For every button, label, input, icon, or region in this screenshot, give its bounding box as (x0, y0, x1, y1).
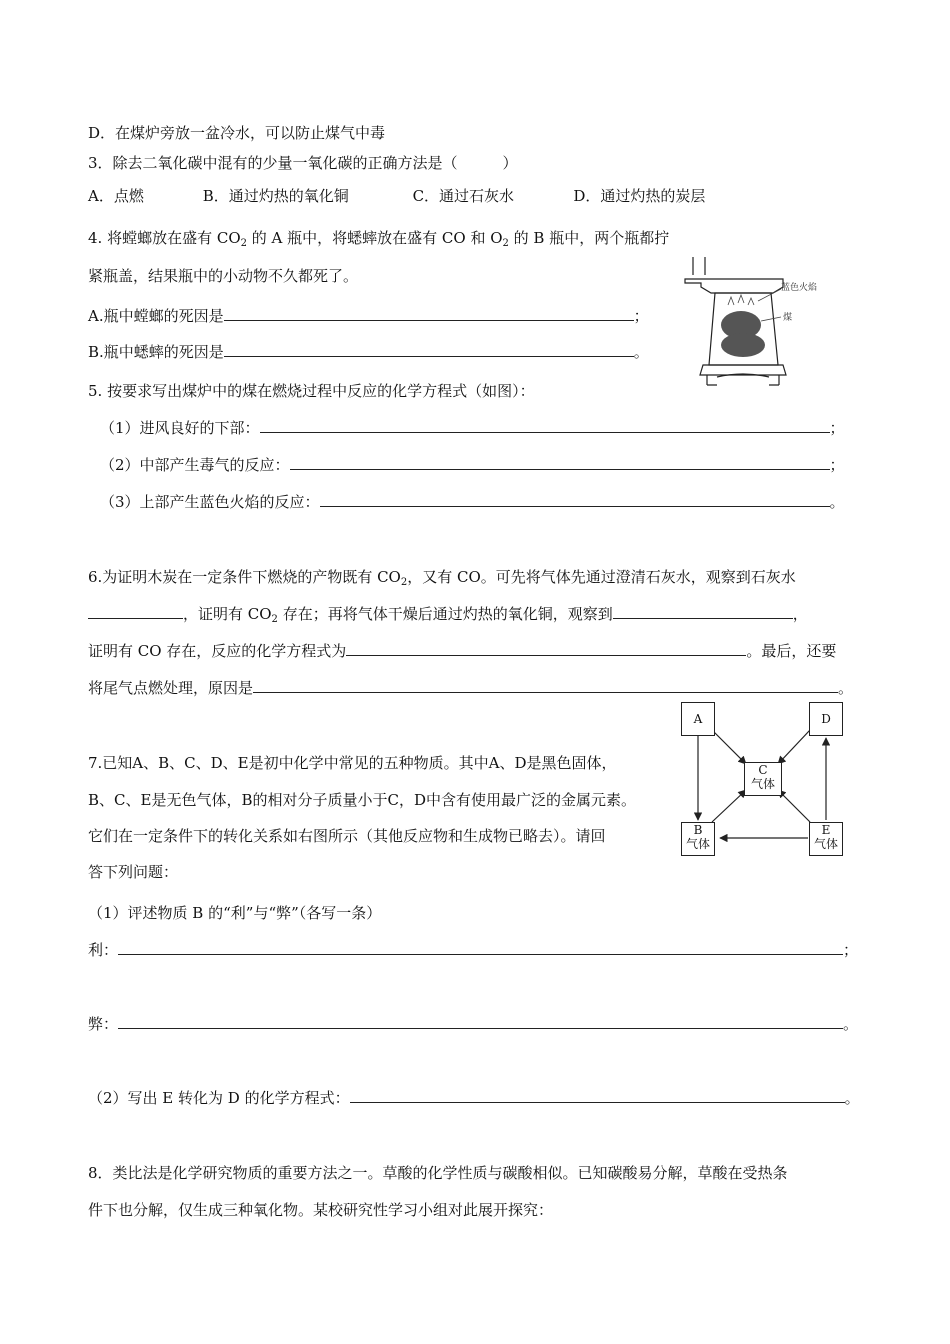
q7-li (88, 940, 858, 960)
coal-label: 煤 (783, 313, 793, 323)
punct: ； (843, 941, 859, 959)
node-d: D (809, 702, 843, 736)
answer-blank[interactable] (118, 940, 843, 955)
q2-option-d: D．在煤炉旁放一盆冷水，可以防止煤气中毒 (88, 124, 386, 142)
q5-part-1 (100, 418, 845, 438)
q6-line-1 (88, 567, 796, 587)
answer-blank[interactable] (346, 641, 746, 656)
q6-line-4 (88, 678, 853, 698)
arrow-a-to-c (712, 730, 746, 764)
q6-text: 将尾气点燃处理，原因是 (88, 679, 254, 697)
punct: 。 (843, 1015, 859, 1033)
subscript: 2 (240, 238, 247, 249)
q7-part-2 (88, 1088, 860, 1108)
q4-stem (88, 228, 669, 248)
q6-text: 存在；再将气体干燥后通过灼热的氧化铜，观察到 (277, 605, 613, 623)
punct: ， (792, 605, 808, 623)
q3-option-d: D．通过灼热的炭层 (573, 187, 706, 205)
punct: 。 (838, 679, 854, 697)
answer-blank[interactable] (118, 1014, 843, 1029)
answer-blank[interactable] (224, 306, 634, 321)
q5-part-2 (100, 455, 845, 475)
q4-stem-part: 的 B 瓶中，两个瓶都拧 (508, 229, 670, 247)
answer-blank[interactable] (253, 678, 838, 693)
flame-icon (728, 295, 754, 305)
arrow-d-to-c (778, 730, 810, 764)
q6-text: ，证明有 CO (183, 605, 272, 623)
flame-label: 蓝色火焰 (781, 283, 818, 293)
q7-bi (88, 1014, 858, 1034)
q6-line-3 (88, 641, 836, 661)
q3-option-b: B．通过灼热的氧化铜 (202, 187, 349, 205)
node-e-label: E (821, 823, 831, 837)
q5-p1-label: （1）进风良好的下部： (100, 419, 260, 437)
q7-line-4: 答下列问题： (88, 863, 179, 881)
answer-blank[interactable] (224, 342, 634, 357)
q3-option-c: C．通过石灰水 (412, 187, 515, 205)
q4-b-label: B.瓶中蟋蟀的死因是 (88, 343, 224, 361)
answer-blank[interactable] (350, 1088, 845, 1103)
punct: 。 (829, 493, 845, 511)
q6-line-2 (88, 604, 808, 624)
q3-stem: 3．除去二氧化碳中混有的少量一氧化碳的正确方法是（ ） (88, 154, 518, 172)
coal-stove-figure (683, 253, 818, 393)
q7-line-1: 7.已知A、B、C、D、E是初中化学中常见的五种物质。其中A、D是黑色固体， (88, 754, 617, 772)
subscript: 2 (400, 577, 408, 588)
punct: ； (633, 307, 649, 325)
q7-line-3: 它们在一定条件下的转化关系如右图所示（其他反应物和生成物已略去）。请回 (88, 827, 606, 845)
node-b-label: B (693, 823, 703, 837)
q7-line-2: B、C、E是无色气体，B的相对分子质量小于C，D中含有使用最广泛的金属元素。 (88, 791, 636, 809)
node-b (681, 822, 715, 856)
q4-answer-b (88, 342, 649, 362)
q7-part-1: （1）评述物质 B 的“利”与“弊”（各写一条） (88, 904, 382, 922)
answer-blank[interactable] (290, 455, 830, 470)
q5-p3-label: （3）上部产生蓝色火焰的反应： (100, 493, 320, 511)
q4-stem-part: 的 A 瓶中，将蟋蟀放在盛有 CO 和 O (247, 229, 503, 247)
node-c (744, 762, 782, 796)
q3-options (88, 186, 705, 206)
answer-blank[interactable] (320, 492, 830, 507)
answer-blank[interactable] (613, 604, 793, 619)
q7-p2-label: （2）写出 E 转化为 D 的化学方程式： (88, 1089, 350, 1107)
q3-option-a: A．点燃 (88, 187, 144, 205)
punct: ； (829, 456, 845, 474)
q4-a-label: A.瓶中螳螂的死因是 (88, 307, 224, 325)
q6-text: 证明有 CO 存在，反应的化学方程式为 (88, 642, 347, 660)
q6-text: 。最后，还要 (746, 642, 837, 660)
punct: ； (829, 419, 845, 437)
node-e-sub: 气体 (813, 837, 838, 851)
subscript: 2 (502, 238, 509, 249)
arrow-e-to-c (778, 790, 810, 822)
node-a: A (681, 702, 715, 736)
q5-p2-label: （2）中部产生毒气的反应： (100, 456, 290, 474)
q6-text: ，又有 CO。可先将气体先通过澄清石灰水，观察到石灰水 (407, 568, 796, 586)
node-b-sub: 气体 (685, 837, 710, 851)
q7-bi-label: 弊： (88, 1015, 119, 1033)
arrow-b-to-c (712, 790, 746, 822)
answer-blank[interactable] (260, 418, 830, 433)
answer-blank[interactable] (88, 604, 183, 619)
q4-stem-2: 紧瓶盖，结果瓶中的小动物不久都死了。 (88, 267, 359, 285)
q5-stem: 5. 按要求写出煤炉中的煤在燃烧过程中反应的化学方程式（如图）： (88, 382, 535, 400)
q5-part-3 (100, 492, 845, 512)
punct: 。 (633, 343, 649, 361)
q4-answer-a (88, 306, 649, 326)
punct: 。 (844, 1089, 860, 1107)
q7-li-label: 利： (88, 941, 119, 959)
node-c-sub: 气体 (750, 777, 775, 791)
q6-text: 6.为证明木炭在一定条件下燃烧的产物既有 CO (88, 568, 401, 586)
q8-line-2: 件下也分解，仅生成三种氧化物。某校研究性学习小组对此展开探究： (88, 1201, 554, 1219)
q4-stem-part: 4. 将螳螂放在盛有 CO (88, 229, 241, 247)
node-e (809, 822, 843, 856)
q8-line-1: 8．类比法是化学研究物质的重要方法之一。草酸的化学性质与碳酸相似。已知碳酸易分解，草酸在受热条 (88, 1164, 788, 1182)
subscript: 2 (271, 614, 278, 625)
node-c-label: C (758, 763, 768, 777)
